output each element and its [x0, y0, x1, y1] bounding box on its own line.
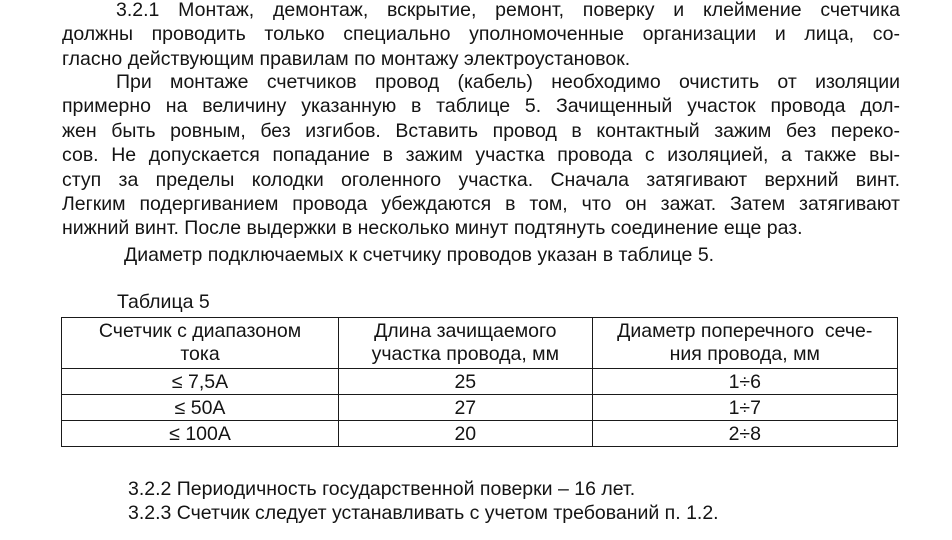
text-line: При монтаже счетчиков провод (кабель) необходимо очистить от изоляции [116, 71, 900, 93]
cell-strip-length: 20 [339, 421, 592, 447]
header-line: ния провода, мм [669, 343, 820, 365]
header-line: Счетчик с диапазоном [98, 320, 302, 342]
table-row [62, 369, 898, 395]
paragraph-diameter-note [124, 243, 952, 267]
column-header-current-range [62, 318, 339, 369]
table-header-row [62, 318, 898, 369]
header-line: участка провода, мм [371, 343, 559, 365]
wire-table [61, 317, 898, 447]
header-line: тока [180, 343, 220, 365]
text-line: ступ за пределы колодки оголенного участка. Сначала затягивают верхний винт. [62, 168, 900, 191]
table-row [62, 395, 898, 421]
table-row [62, 421, 898, 447]
paragraph-mounting [62, 70, 900, 241]
header-line: Диаметр поперечного сече- [617, 320, 873, 342]
text-line: Легким подергиванием провода убеждаются в том, что он зажат. Затем затягивают [62, 193, 900, 216]
text-line: должны проводить только специально уполномоченные организации и лица, со- [62, 23, 900, 46]
cell-current-range: ≤ 100А [62, 421, 339, 447]
text-line: 3.2.1 Монтаж, демонтаж, вскрытие, ремонт, поверку и клеймение счетчика [116, 0, 900, 21]
cell-strip-length: 27 [339, 395, 592, 421]
cell-current-range: ≤ 7,5А [62, 369, 339, 395]
text-line: жен быть ровным, без изгибов. Вставить провод в контактный зажим без переко- [62, 119, 900, 142]
header-line: Длина зачищаемого [374, 320, 557, 342]
cell-wire-diameter: 2÷8 [592, 421, 897, 447]
table-caption: Таблица 5 [117, 291, 210, 313]
column-header-strip-length [339, 318, 592, 369]
cell-wire-diameter: 1÷6 [592, 369, 897, 395]
paragraph-3-2-3: 3.2.3 Счетчик следует устанавливать с учетом требований п. 1.2. [128, 502, 719, 524]
text-line: гласно действующим правилам по монтажу электроустановок. [62, 47, 631, 70]
paragraph-3-2-2: 3.2.2 Периодичность государственной поверки – 16 лет. [128, 478, 636, 500]
text-line: нижний винт. После выдержки в несколько минут подтянуть соединение еще раз. [62, 217, 803, 240]
text-line: сов. Не допускается попадание в зажим участка провода с изоляцией, а также вы- [62, 144, 900, 167]
cell-current-range: ≤ 50А [62, 395, 339, 421]
text-line: Диаметр подключаемых к счетчику проводов указан в таблице 5. [124, 244, 715, 266]
paragraph-3-2-1 [62, 0, 900, 71]
cell-strip-length: 25 [339, 369, 592, 395]
column-header-wire-diameter [592, 318, 897, 369]
text-line: примерно на величину указанную в таблице 5. Зачищенный участок провода дол- [62, 95, 900, 118]
cell-wire-diameter: 1÷7 [592, 395, 897, 421]
